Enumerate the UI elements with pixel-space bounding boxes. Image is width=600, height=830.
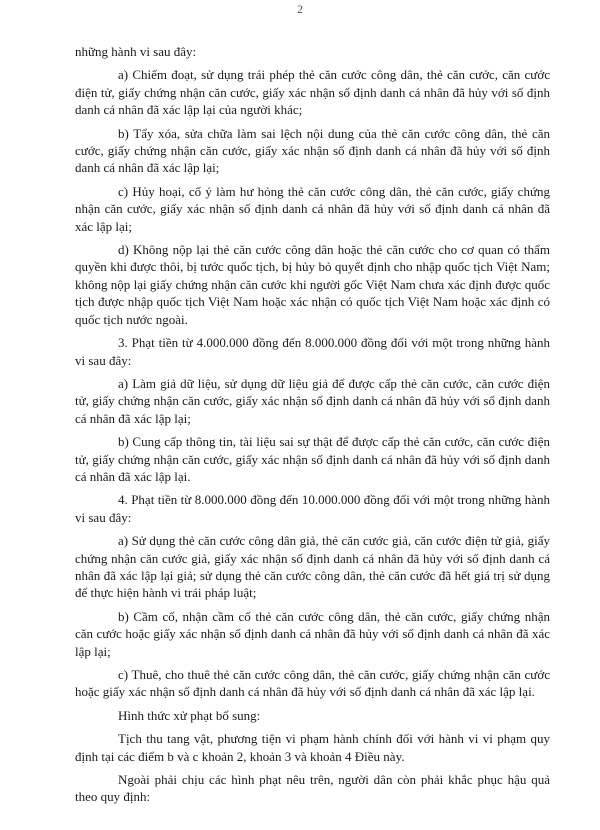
paragraph-4b: b) Cầm cố, nhận cầm cố thẻ căn cước công dân, thẻ căn cước, giấy chứng nhận căn cước hoặc giấy xác nhận số định danh cá nhân đã hủy với số định danh cá nhân đã xác lập lại;	[75, 608, 550, 659]
paragraph-clause-4: 4. Phạt tiền từ 8.000.000 đồng đến 10.000.000 đồng đối với một trong những hành vi sau đây:	[75, 492, 550, 525]
paragraph-2c: c) Hủy hoại, cố ý làm hư hỏng thẻ căn cước công dân, thẻ căn cước, giấy chứng nhận căn cước, giấy xác nhận số định danh cá nhân đã hủy với số định danh cá nhân đã xác lập lại;	[75, 183, 550, 234]
paragraph-continuation: những hành vi sau đây:	[75, 44, 197, 59]
paragraph-3b: b) Cung cấp thông tin, tài liệu sai sự thật để được cấp thẻ căn cước, căn cước điện tử, giấy chứng nhận căn cước, giấy xác nhận số định danh cá nhân đã hủy với số định danh cá nhân đã xác lập lại.	[75, 434, 550, 484]
paragraph-confiscation: Tịch thu tang vật, phương tiện vi phạm hành chính đối với hành vi vi phạm quy định tại các điểm b và c khoản 2, khoản 3 và khoản 4 Điều này.	[75, 731, 550, 764]
paragraph-4a: a) Sử dụng thẻ căn cước công dân giả, thẻ căn cước giả, căn cước điện tử giả, giấy chứng nhận căn cước giả, giấy xác nhận số định danh cá nhân đã hủy với số định danh cá nhân đã xác lập lại giả; sử dụng thẻ căn cước công dân, thẻ căn cước đã hết giá trị sử dụng để thực hiện hành vi trái pháp luật;	[75, 533, 550, 601]
paragraph-remedy: Ngoài phải chịu các hình phạt nêu trên, người dân còn phải khắc phục hậu quả theo quy định:	[75, 772, 550, 805]
document-body	[75, 43, 550, 812]
paragraph-2b: b) Tẩy xóa, sửa chữa làm sai lệch nội dung của thẻ căn cước công dân, thẻ căn cước, giấy chứng nhận căn cước, giấy xác nhận số định danh cá nhân đã hủy với số định danh cá nhân đã xác lập lại;	[75, 125, 550, 176]
paragraph-2a: a) Chiếm đoạt, sử dụng trái phép thẻ căn cước công dân, thẻ căn cước, căn cước điện tử, giấy chứng nhận căn cước, giấy xác nhận số định danh cá nhân đã hủy với số định danh cá nhân đã xác lập lại của người khác;	[75, 67, 550, 118]
page-number: 2	[297, 2, 303, 16]
paragraph-additional-penalty-heading: Hình thức xử phạt bổ sung:	[118, 707, 261, 723]
paragraph-clause-3: 3. Phạt tiền từ 4.000.000 đồng đến 8.000.000 đồng đối với một trong những hành vi sau đây:	[75, 335, 550, 368]
paragraph-3a: a) Làm giả dữ liệu, sử dụng dữ liệu giả để được cấp thẻ căn cước, căn cước điện tử, giấy chứng nhận căn cước, giấy xác nhận số định danh cá nhân đã hủy với số định danh cá nhân đã xác lập lại;	[75, 375, 550, 426]
paragraph-4c: c) Thuê, cho thuê thẻ căn cước công dân, thẻ căn cước, giấy chứng nhận căn cước hoặc giấy xác nhận số định danh cá nhân đã hủy với số định danh cá nhân đã xác lập lại.	[75, 667, 550, 700]
paragraph-2d: d) Không nộp lại thẻ căn cước công dân hoặc thẻ căn cước cho cơ quan có thẩm quyền khi được thôi, bị tước quốc tịch, bị hủy bỏ quyết định cho nhập quốc tịch Việt Nam; không nộp lại giấy chứng nhận căn cước khi người gốc Việt Nam chưa xác định được quốc tịch được nhập quốc tịch Việt Nam hoặc xác nhận có quốc tịch Việt Nam hoặc xác định có quốc tịch nước ngoài.	[75, 242, 550, 327]
